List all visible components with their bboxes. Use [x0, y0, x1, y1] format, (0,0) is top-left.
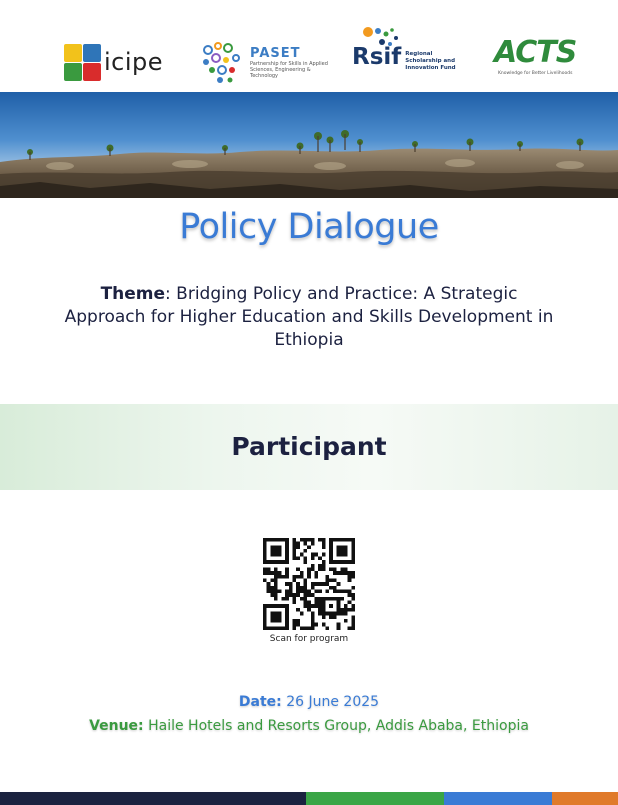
- paset-logo: [200, 40, 330, 84]
- venue-value: Haile Hotels and Resorts Group, Addis Ababa, Ethiopia: [143, 718, 529, 734]
- venue-label: Venue:: [89, 718, 144, 734]
- paset-wordmark: PASET: [250, 45, 301, 61]
- icipe-wordmark: icipe: [104, 48, 164, 76]
- icipe-logo: [64, 44, 163, 80]
- icipe-mark-icon: [64, 44, 100, 80]
- footer-segment-orange: [552, 792, 618, 805]
- theme-statement: [60, 283, 558, 352]
- date-label: Date:: [238, 694, 282, 710]
- rsif-wordmark: Rsif: [352, 44, 402, 70]
- page-title: Policy Dialogue: [179, 207, 439, 247]
- paset-subtitle: Partnership for Skills in Applied Sciences, Engineering & Technology: [250, 60, 328, 79]
- role-heading: Participant: [231, 432, 387, 461]
- footer-segment-green: [306, 792, 444, 805]
- paset-dots-icon: [200, 40, 244, 84]
- rsif-logo: [352, 26, 463, 71]
- qr-code-icon[interactable]: [263, 538, 355, 630]
- footer-segment-navy: [0, 792, 306, 805]
- landscape-banner-image: [0, 92, 618, 198]
- date-value: 26 June 2025: [281, 694, 380, 710]
- acts-subtitle: Knowledge for Better Livelihoods: [497, 71, 573, 76]
- footer-segment-blue: [444, 792, 552, 805]
- rsif-subtitle: Regional Scholarship and Innovation Fund: [405, 50, 456, 71]
- acts-logo: [494, 35, 577, 76]
- theme-label: Theme: [100, 284, 166, 304]
- footer-color-bar: [0, 792, 618, 805]
- qr-caption: Scan for program: [269, 634, 349, 644]
- theme-text: : Bridging Policy and Practice: A Strategic Approach for Higher Education and Skills Development in Ethiopia: [64, 284, 554, 350]
- event-venue: [80, 716, 538, 737]
- event-date: [0, 694, 618, 710]
- logo-bar: [0, 22, 618, 90]
- acts-wordmark: ACTS: [494, 35, 577, 70]
